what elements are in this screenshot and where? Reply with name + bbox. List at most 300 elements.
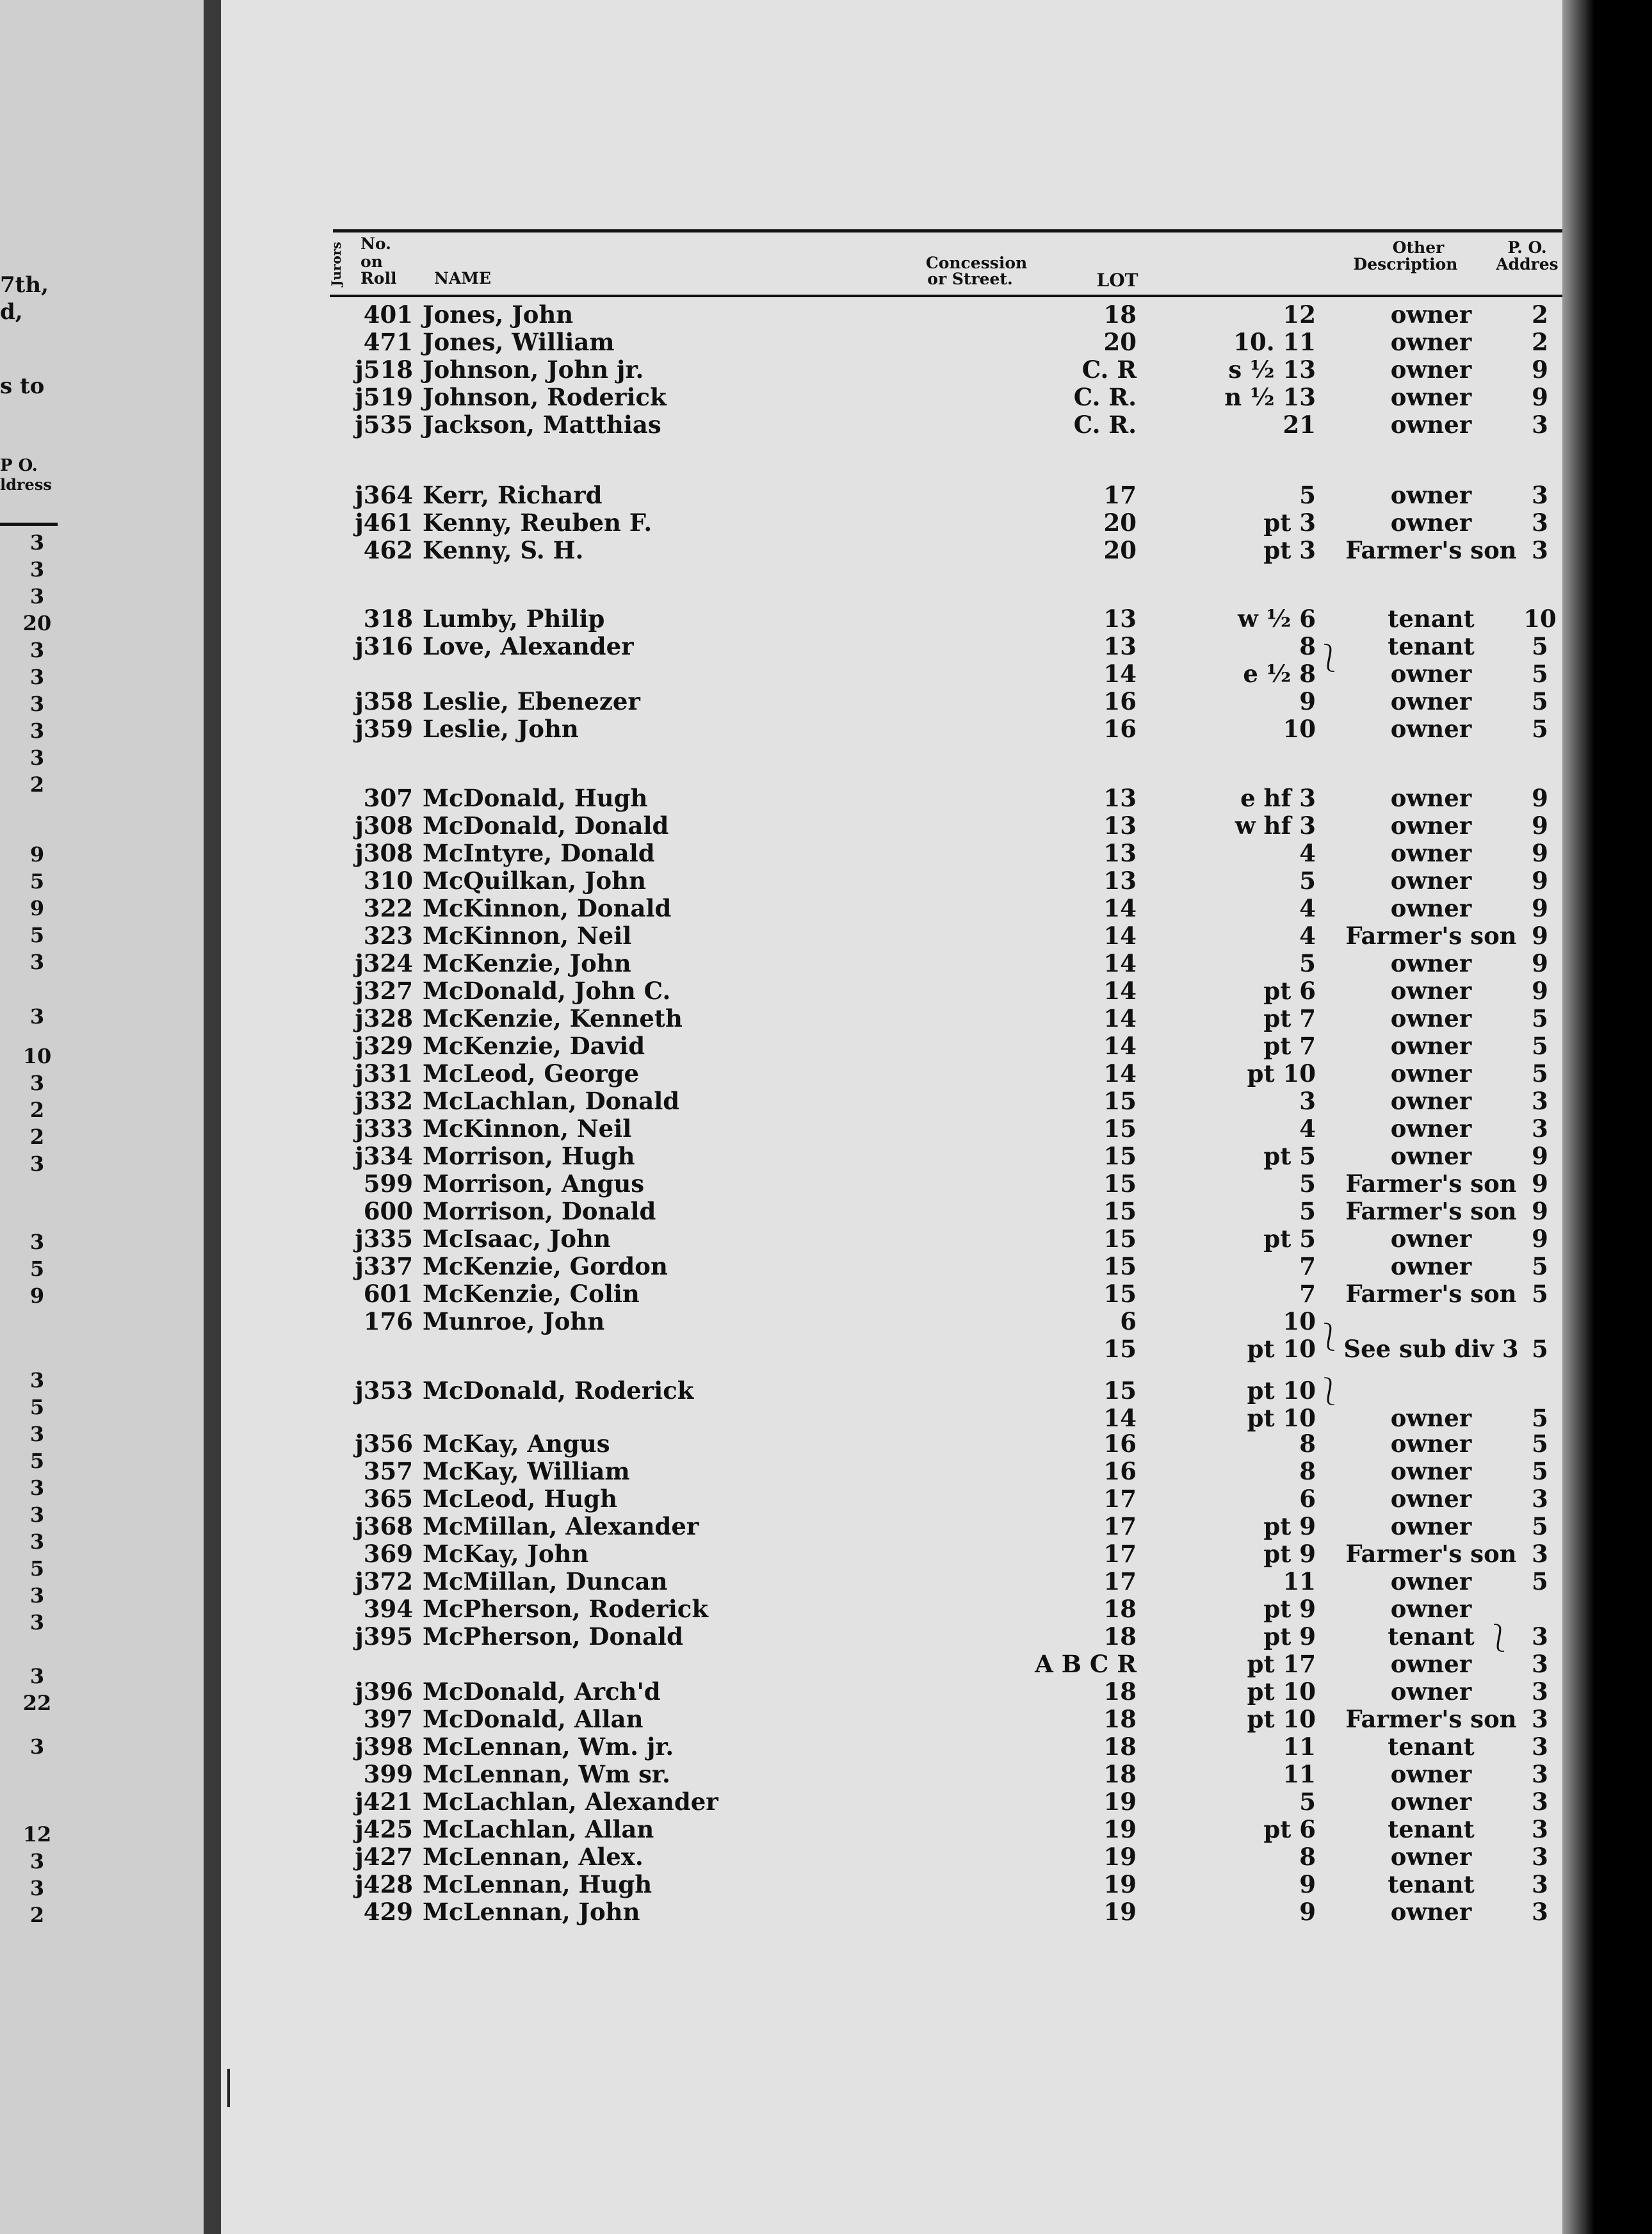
- cell-name: McIntyre, Donald: [423, 839, 655, 867]
- cell-lot: 10. 11: [1233, 328, 1316, 356]
- cell-desc: owner: [1390, 1032, 1472, 1060]
- cell-name: Jones, William: [423, 328, 615, 356]
- table-row: [221, 384, 1575, 411]
- cell-no: j396: [355, 1677, 413, 1706]
- cell-desc: owner: [1390, 949, 1472, 977]
- left-po-value: 3: [29, 1610, 45, 1635]
- table-row: [221, 895, 1575, 922]
- cell-conc: 20: [1103, 328, 1137, 356]
- brace-mcdonald-roderick: ⎱: [1316, 1376, 1343, 1407]
- cell-lot: pt 9: [1263, 1622, 1316, 1651]
- cell-lot: 10: [1283, 715, 1316, 743]
- cell-conc: 16: [1103, 1430, 1137, 1458]
- cell-name: McDonald, Donald: [423, 811, 669, 840]
- cell-no: j368: [355, 1512, 413, 1540]
- brace-love: ⎱: [1316, 642, 1343, 674]
- cell-lot: 12: [1283, 300, 1316, 329]
- cell-name: McKenzie, Colin: [423, 1280, 640, 1308]
- cell-conc: 19: [1103, 1788, 1137, 1816]
- cell-po: 5: [1532, 1252, 1548, 1280]
- left-po-value: 10: [22, 1044, 52, 1068]
- table-row: [221, 1678, 1575, 1706]
- cell-name: McDonald, John C.: [423, 977, 671, 1005]
- cell-conc: 14: [1103, 1004, 1137, 1032]
- table-row: [221, 1405, 1575, 1432]
- left-po-header-2: ldress: [0, 475, 52, 494]
- left-po-value: 3: [29, 665, 45, 689]
- cell-lot: pt 9: [1263, 1512, 1316, 1540]
- cell-po: 9: [1532, 1170, 1548, 1198]
- cell-desc: owner: [1390, 784, 1472, 812]
- cell-desc: owner: [1390, 328, 1472, 356]
- cell-conc: 18: [1103, 1622, 1137, 1651]
- cell-conc: 15: [1103, 1170, 1137, 1198]
- cell-lot: 5: [1299, 1197, 1316, 1225]
- cell-lot: 8: [1299, 632, 1316, 660]
- table-row: [221, 1706, 1575, 1733]
- cell-conc: 18: [1103, 1760, 1137, 1788]
- cell-lot: pt 9: [1263, 1595, 1316, 1623]
- cell-lot: pt 10: [1247, 1404, 1316, 1432]
- cell-no: 322: [363, 894, 413, 922]
- cell-name: Munroe, John: [423, 1307, 605, 1335]
- cell-name: Jones, John: [423, 300, 574, 329]
- cell-no: 401: [363, 300, 413, 329]
- facing-page-fragment: [0, 0, 211, 2234]
- table-row: [221, 411, 1575, 439]
- cell-po: 5: [1532, 715, 1548, 743]
- left-po-value: 2: [29, 1125, 45, 1149]
- left-po-value: 3: [29, 1583, 45, 1608]
- cell-desc: owner: [1390, 1059, 1472, 1088]
- cell-desc: owner: [1390, 687, 1472, 715]
- left-po-value: 3: [29, 1152, 45, 1176]
- cell-name: McKay, John: [423, 1540, 589, 1568]
- cell-conc: 13: [1103, 784, 1137, 812]
- table-row: [221, 537, 1575, 564]
- cell-po: 5: [1532, 632, 1548, 660]
- cell-name: Love, Alexander: [423, 632, 634, 660]
- cell-conc: 15: [1103, 1197, 1137, 1225]
- cell-po: 9: [1532, 977, 1548, 1005]
- cell-desc: owner: [1390, 355, 1472, 384]
- cell-conc: 15: [1103, 1087, 1137, 1115]
- table-row: [221, 1143, 1575, 1170]
- left-fragment-1: 7th,: [0, 272, 49, 298]
- cell-lot: 8: [1299, 1430, 1316, 1458]
- cell-po: 3: [1532, 1898, 1548, 1926]
- cell-po: 5: [1532, 1430, 1548, 1458]
- table-row: [221, 1225, 1575, 1253]
- cell-name: Kenny, Reuben F.: [423, 509, 652, 537]
- cell-conc: 19: [1103, 1843, 1137, 1871]
- cell-po: 3: [1532, 1870, 1548, 1898]
- cell-conc: 16: [1103, 1457, 1137, 1485]
- cell-po: 5: [1532, 1335, 1548, 1363]
- cell-conc: 19: [1103, 1898, 1137, 1926]
- cell-po: 5: [1532, 1457, 1548, 1485]
- cell-desc: owner: [1390, 715, 1472, 743]
- cell-conc: 13: [1103, 605, 1137, 633]
- cell-po: 3: [1532, 1087, 1548, 1115]
- cell-no: j332: [355, 1087, 413, 1115]
- margin-mark: [227, 2069, 230, 2107]
- cell-name: McKenzie, David: [423, 1032, 645, 1060]
- cell-no: j308: [355, 839, 413, 867]
- left-po-value: 22: [22, 1691, 52, 1715]
- cell-name: McMillan, Duncan: [423, 1567, 668, 1595]
- left-po-value: 3: [29, 1071, 45, 1095]
- cell-po: 3: [1532, 1114, 1548, 1143]
- cell-po: 5: [1532, 1567, 1548, 1595]
- left-fragment-2: d,: [0, 299, 23, 325]
- cell-desc: Farmer's son: [1345, 536, 1517, 564]
- cell-lot: pt 10: [1247, 1376, 1316, 1405]
- left-po-value: 5: [29, 1395, 45, 1419]
- cell-conc: A B C R: [1035, 1650, 1137, 1678]
- cell-desc: tenant: [1388, 632, 1475, 660]
- table-row: [221, 1485, 1575, 1513]
- table-row: [221, 301, 1575, 329]
- header-lot: LOT: [1096, 270, 1138, 291]
- cell-no: j358: [355, 687, 413, 715]
- cell-po: 3: [1532, 1650, 1548, 1678]
- cell-conc: 14: [1103, 977, 1137, 1005]
- cell-desc: owner: [1390, 1004, 1472, 1032]
- cell-desc: tenant: [1388, 1870, 1475, 1898]
- cell-po: 3: [1532, 1843, 1548, 1871]
- cell-no: j425: [355, 1815, 413, 1843]
- cell-lot: pt 3: [1263, 536, 1316, 564]
- cell-conc: 19: [1103, 1815, 1137, 1843]
- table-row: [221, 1540, 1575, 1568]
- left-po-value: 3: [29, 692, 45, 716]
- cell-name: McLennan, Wm. jr.: [423, 1733, 674, 1761]
- cell-name: McKay, William: [423, 1457, 630, 1485]
- cell-po: 3: [1532, 1705, 1548, 1733]
- cell-po: 9: [1532, 894, 1548, 922]
- cell-lot: 4: [1299, 839, 1316, 867]
- left-po-value: 20: [22, 611, 52, 635]
- book-gutter: [204, 0, 223, 2234]
- cell-no: 307: [363, 784, 413, 812]
- cell-name: Leslie, Ebenezer: [423, 687, 640, 715]
- table-row: [221, 356, 1575, 384]
- cell-conc: 14: [1103, 894, 1137, 922]
- table-row: [221, 1377, 1575, 1405]
- table-row: [221, 950, 1575, 977]
- cell-desc: owner: [1390, 1567, 1472, 1595]
- cell-desc: owner: [1390, 509, 1472, 537]
- cell-desc: owner: [1390, 1650, 1472, 1678]
- left-po-value: 9: [29, 896, 45, 920]
- header-description: Description: [1353, 255, 1458, 273]
- cell-no: j356: [355, 1430, 413, 1458]
- cell-name: McPherson, Roderick: [423, 1595, 708, 1623]
- left-po-value: 3: [29, 719, 45, 743]
- cell-lot: pt 10: [1247, 1059, 1316, 1088]
- cell-po: 5: [1532, 660, 1548, 688]
- cell-conc: 14: [1103, 1404, 1137, 1432]
- cell-conc: 18: [1103, 1595, 1137, 1623]
- cell-no: 601: [363, 1280, 413, 1308]
- cell-no: j395: [355, 1622, 413, 1651]
- left-po-value: 3: [29, 1476, 45, 1500]
- cell-po: 3: [1532, 1622, 1548, 1651]
- cell-no: j324: [355, 949, 413, 977]
- left-po-value: 3: [29, 530, 45, 555]
- cell-po: 2: [1532, 328, 1548, 356]
- cell-lot: 5: [1299, 1170, 1316, 1198]
- cell-no: 599: [363, 1170, 413, 1198]
- cell-no: 600: [363, 1197, 413, 1225]
- cell-conc: 14: [1103, 922, 1137, 950]
- table-row: [221, 1898, 1575, 1926]
- left-po-value: 12: [22, 1822, 52, 1847]
- cell-conc: 16: [1103, 715, 1137, 743]
- cell-desc: owner: [1390, 867, 1472, 895]
- cell-conc: 13: [1103, 811, 1137, 840]
- left-po-value: 3: [29, 1876, 45, 1900]
- left-fragment-3: s to: [0, 373, 45, 399]
- table-row: [221, 785, 1575, 812]
- cell-po: 9: [1532, 922, 1548, 950]
- cell-lot: pt 3: [1263, 509, 1316, 537]
- table-row: [221, 688, 1575, 715]
- table-row: [221, 329, 1575, 356]
- cell-po: 3: [1532, 481, 1548, 509]
- cell-lot: 4: [1299, 922, 1316, 950]
- left-po-value: 3: [29, 1849, 45, 1873]
- left-po-value: 3: [29, 1230, 45, 1254]
- header-po: P. O.: [1507, 238, 1547, 257]
- left-po-value: 9: [29, 842, 45, 867]
- left-po-value: 5: [29, 1449, 45, 1473]
- top-rule: [333, 229, 1566, 232]
- cell-desc: owner: [1390, 1114, 1472, 1143]
- cell-po: 3: [1532, 1760, 1548, 1788]
- left-po-value: 5: [29, 869, 45, 893]
- cell-no: j331: [355, 1059, 413, 1088]
- table-row: [221, 1595, 1575, 1623]
- table-row: [221, 1816, 1575, 1843]
- cell-conc: 15: [1103, 1142, 1137, 1170]
- header-name: NAME: [434, 269, 491, 288]
- cell-no: 365: [363, 1485, 413, 1513]
- cell-po: 5: [1532, 1512, 1548, 1540]
- cell-conc: 17: [1103, 481, 1137, 509]
- cell-no: 323: [363, 922, 413, 950]
- table-row: [221, 1568, 1575, 1595]
- header-jurors: Jurors: [328, 241, 344, 286]
- cell-name: McQuilkan, John: [423, 867, 646, 895]
- cell-conc: 18: [1103, 1705, 1137, 1733]
- cell-desc: owner: [1390, 1760, 1472, 1788]
- cell-name: Johnson, Roderick: [423, 383, 667, 411]
- cell-name: McLachlan, Allan: [423, 1815, 654, 1843]
- table-row: [221, 922, 1575, 950]
- cell-conc: 6: [1120, 1307, 1137, 1335]
- left-po-value: 3: [29, 746, 45, 770]
- cell-no: j328: [355, 1004, 413, 1032]
- header-on: on: [360, 252, 383, 271]
- cell-desc: owner: [1390, 1512, 1472, 1540]
- cell-lot: 5: [1299, 867, 1316, 895]
- cell-po: 5: [1532, 1004, 1548, 1032]
- cell-desc: Farmer's son: [1345, 1170, 1517, 1198]
- cell-desc: owner: [1390, 1142, 1472, 1170]
- cell-po: 9: [1532, 1225, 1548, 1253]
- cell-po: 3: [1532, 1540, 1548, 1568]
- table-row: [221, 633, 1575, 660]
- cell-no: j337: [355, 1252, 413, 1280]
- cell-desc: owner: [1390, 1225, 1472, 1253]
- table-row: [221, 1871, 1575, 1898]
- cell-no: j316: [355, 632, 413, 660]
- table-row: [221, 1170, 1575, 1198]
- cell-conc: 17: [1103, 1567, 1137, 1595]
- cell-desc: tenant: [1388, 1622, 1475, 1651]
- cell-conc: 17: [1103, 1540, 1137, 1568]
- left-po-value: 2: [29, 772, 45, 797]
- cell-no: j398: [355, 1733, 413, 1761]
- cell-name: McLennan, Alex.: [423, 1843, 644, 1871]
- cell-lot: pt 7: [1263, 1004, 1316, 1032]
- cell-desc: tenant: [1388, 1815, 1475, 1843]
- cell-desc: owner: [1390, 300, 1472, 329]
- cell-name: Jackson, Matthias: [423, 411, 661, 439]
- left-po-value: 5: [29, 1556, 45, 1581]
- cell-no: 318: [363, 605, 413, 633]
- cell-conc: 13: [1103, 839, 1137, 867]
- cell-desc: See sub div 3: [1343, 1335, 1519, 1363]
- cell-lot: 8: [1299, 1457, 1316, 1485]
- cell-desc: tenant: [1388, 1733, 1475, 1761]
- cell-no: 397: [363, 1705, 413, 1733]
- cell-name: Leslie, John: [423, 715, 579, 743]
- cell-lot: 7: [1299, 1280, 1316, 1308]
- cell-desc: Farmer's son: [1345, 1280, 1517, 1308]
- cell-conc: 14: [1103, 1059, 1137, 1088]
- cell-desc: owner: [1390, 839, 1472, 867]
- cell-no: j308: [355, 811, 413, 840]
- cell-no: 310: [363, 867, 413, 895]
- cell-conc: 15: [1103, 1252, 1137, 1280]
- cell-desc: owner: [1390, 894, 1472, 922]
- cell-no: j518: [355, 355, 413, 384]
- table-row: [221, 1198, 1575, 1225]
- cell-conc: 14: [1103, 1032, 1137, 1060]
- cell-lot: 9: [1299, 687, 1316, 715]
- cell-desc: owner: [1390, 1404, 1472, 1432]
- cell-lot: pt 17: [1247, 1650, 1316, 1678]
- cell-lot: 5: [1299, 1788, 1316, 1816]
- table-row: [221, 605, 1575, 633]
- table-row: [221, 812, 1575, 840]
- header-address: Addres: [1496, 255, 1559, 273]
- cell-conc: C. R: [1081, 355, 1137, 384]
- cell-name: McLennan, Hugh: [423, 1870, 652, 1898]
- cell-no: j428: [355, 1870, 413, 1898]
- cell-conc: 13: [1103, 867, 1137, 895]
- left-po-value: 3: [29, 1368, 45, 1392]
- header-other: Other: [1392, 238, 1445, 257]
- cell-name: McKinnon, Neil: [423, 1114, 632, 1143]
- cell-desc: owner: [1390, 977, 1472, 1005]
- cell-no: j421: [355, 1788, 413, 1816]
- cell-desc: owner: [1390, 811, 1472, 840]
- cell-conc: 15: [1103, 1376, 1137, 1405]
- cell-lot: pt 6: [1263, 977, 1316, 1005]
- cell-conc: 13: [1103, 632, 1137, 660]
- cell-conc: 15: [1103, 1280, 1137, 1308]
- cell-conc: C. R.: [1073, 411, 1137, 439]
- cell-name: McLeod, Hugh: [423, 1485, 617, 1513]
- cell-desc: owner: [1390, 1677, 1472, 1706]
- table-row: [221, 1005, 1575, 1032]
- cell-desc: owner: [1390, 660, 1472, 688]
- cell-no: 471: [363, 328, 413, 356]
- table-row: [221, 509, 1575, 537]
- cell-no: j329: [355, 1032, 413, 1060]
- cell-lot: 11: [1283, 1567, 1316, 1595]
- table-row: [221, 1843, 1575, 1871]
- cell-no: 176: [363, 1307, 413, 1335]
- cell-po: 9: [1532, 784, 1548, 812]
- cell-po: 3: [1532, 1485, 1548, 1513]
- cell-lot: e hf 3: [1240, 784, 1316, 812]
- cell-no: j461: [355, 509, 413, 537]
- cell-name: McLeod, George: [423, 1059, 640, 1088]
- left-po-value: 2: [29, 1098, 45, 1122]
- cell-no: 429: [363, 1898, 413, 1926]
- cell-name: McLachlan, Alexander: [423, 1788, 718, 1816]
- table-row: [221, 1335, 1575, 1363]
- table-row: [221, 1623, 1575, 1651]
- cell-po: 9: [1532, 867, 1548, 895]
- table-row: [221, 1761, 1575, 1788]
- table-row: [221, 482, 1575, 509]
- cell-conc: 20: [1103, 536, 1137, 564]
- cell-name: McDonald, Allan: [423, 1705, 644, 1733]
- cell-desc: Farmer's son: [1345, 1540, 1517, 1568]
- cell-no: j372: [355, 1567, 413, 1595]
- table-row: [221, 1651, 1575, 1678]
- cell-name: McKenzie, Gordon: [423, 1252, 668, 1280]
- table-row: [221, 1788, 1575, 1816]
- table-row: [221, 1308, 1575, 1335]
- header-or-street: or Street.: [927, 270, 1013, 288]
- left-rule: [0, 523, 58, 526]
- table-row: [221, 660, 1575, 688]
- cell-name: McLennan, John: [423, 1898, 640, 1926]
- left-po-value: 3: [29, 1503, 45, 1527]
- cell-conc: 15: [1103, 1225, 1137, 1253]
- cell-lot: 5: [1299, 481, 1316, 509]
- cell-desc: owner: [1390, 481, 1472, 509]
- cell-lot: 10: [1283, 1307, 1316, 1335]
- cell-name: McKay, Angus: [423, 1430, 610, 1458]
- cell-name: McKinnon, Neil: [423, 922, 632, 950]
- left-po-value: 3: [29, 584, 45, 608]
- cell-po: 3: [1532, 1677, 1548, 1706]
- table-row: [221, 1088, 1575, 1115]
- cell-conc: 18: [1103, 1733, 1137, 1761]
- cell-po: 3: [1532, 536, 1548, 564]
- cell-po: 3: [1532, 411, 1548, 439]
- cell-po: 9: [1532, 383, 1548, 411]
- cell-po: 2: [1532, 300, 1548, 329]
